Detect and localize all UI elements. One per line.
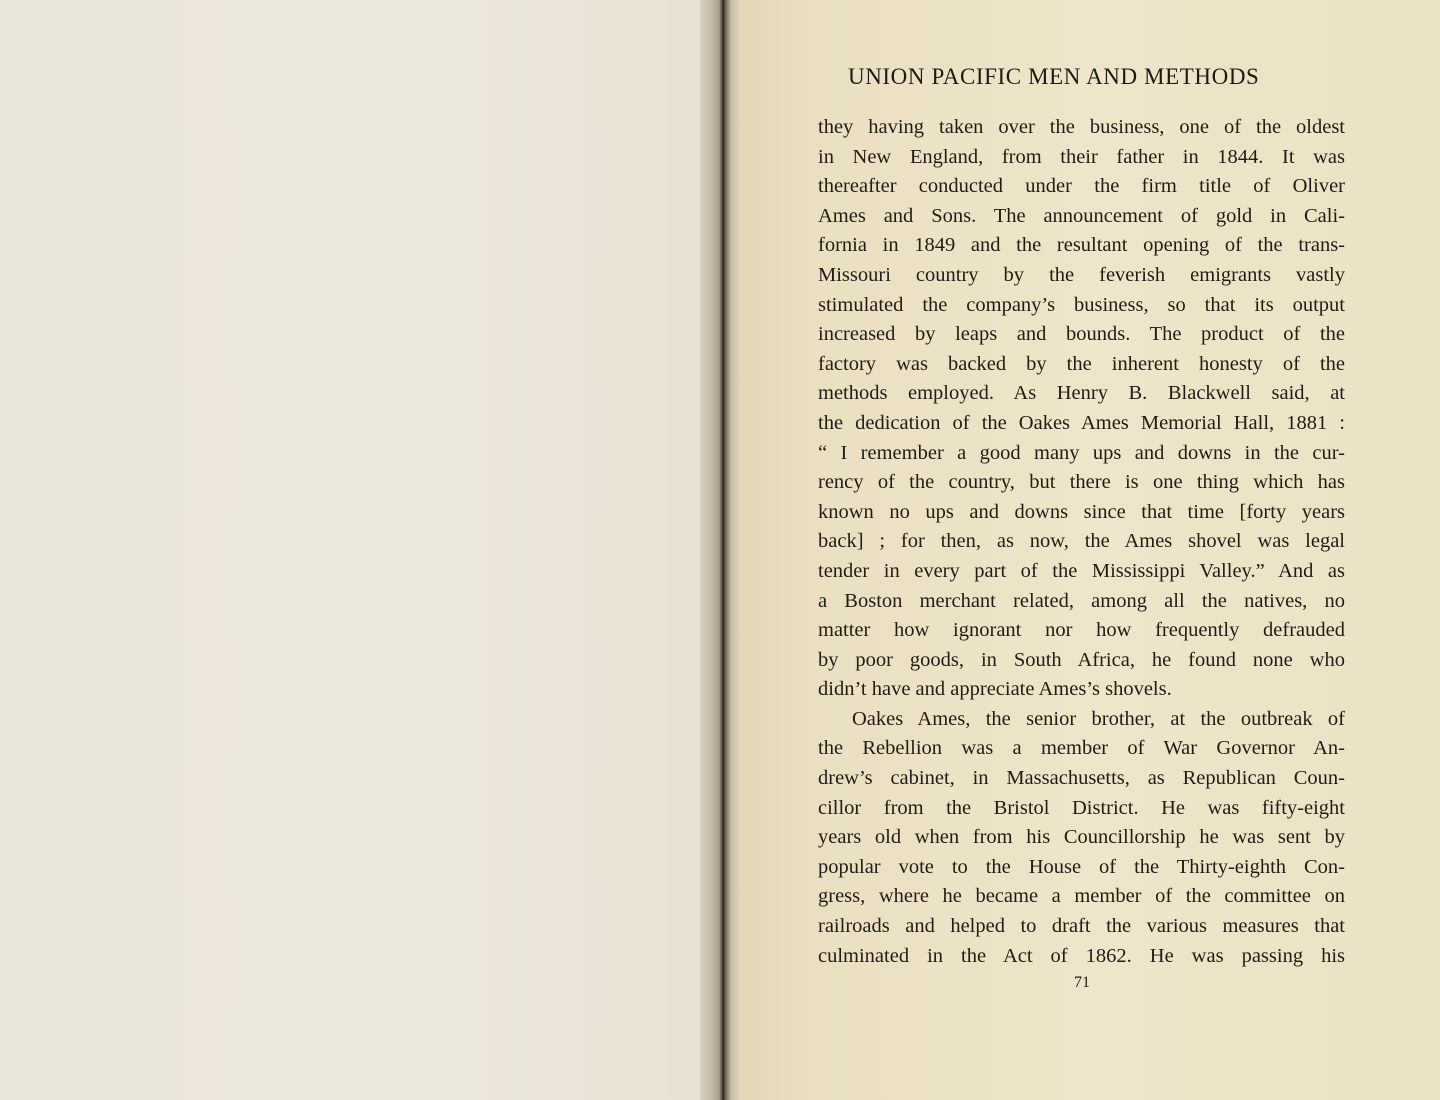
text-line: stimulated the company’s business, so that its output (818, 293, 1345, 316)
text-line: rency of the country, but there is one thing which has (818, 471, 1345, 494)
text-line: the Rebellion was a member of War Governor An- (818, 737, 1345, 760)
text-line: in New England, from their father in 1844. It was (818, 145, 1345, 168)
book-gutter (700, 0, 740, 1100)
text-line: Oakes Ames, the senior brother, at the outbreak of (852, 707, 1345, 730)
page-number: 71 (1074, 974, 1090, 991)
running-head: UNION PACIFIC MEN AND METHODS (848, 64, 1260, 89)
text-line: didn’t have and appreciate Ames’s shovels. (818, 678, 1172, 701)
text-line: “ I remember a good many ups and downs in the cur- (818, 441, 1345, 464)
text-line: thereafter conducted under the firm title of Oliver (818, 175, 1345, 198)
body-text (818, 113, 1345, 971)
text-line: they having taken over the business, one of the oldest (818, 116, 1345, 138)
text-line: fornia in 1849 and the resultant opening of the trans- (818, 234, 1345, 257)
text-line: culminated in the Act of 1862. He was passing his (818, 944, 1345, 967)
text-line: cillor from the Bristol District. He was fifty-eight (818, 796, 1345, 819)
text-line: popular vote to the House of the Thirty-eighth Con- (818, 855, 1345, 878)
text-line: Missouri country by the feverish emigrants vastly (818, 263, 1345, 286)
text-line: railroads and helped to draft the various measures that (818, 915, 1345, 938)
text-line: increased by leaps and bounds. The product of the (818, 323, 1345, 346)
text-line: by poor goods, in South Africa, he found none who (818, 648, 1345, 671)
text-line: a Boston merchant related, among all the natives, no (818, 589, 1345, 612)
text-line: known no ups and downs since that time [forty years (818, 500, 1345, 523)
text-line: Ames and Sons. The announcement of gold in Cali- (818, 204, 1345, 227)
left-page-blank (0, 0, 700, 1100)
text-line: years old when from his Councillorship he was sent by (818, 826, 1345, 849)
text-line: back] ; for then, as now, the Ames shovel was legal (818, 530, 1345, 553)
text-line: the dedication of the Oakes Ames Memorial Hall, 1881 : (818, 411, 1345, 434)
text-line: tender in every part of the Mississippi Valley.” And as (818, 559, 1345, 582)
text-line: matter how ignorant nor how frequently defrauded (818, 619, 1345, 642)
text-line: factory was backed by the inherent honesty of the (818, 352, 1345, 375)
text-line: gress, where he became a member of the committee on (818, 885, 1345, 908)
text-line: methods employed. As Henry B. Blackwell said, at (818, 382, 1345, 405)
text-line: drew’s cabinet, in Massachusetts, as Republican Coun- (818, 767, 1345, 790)
